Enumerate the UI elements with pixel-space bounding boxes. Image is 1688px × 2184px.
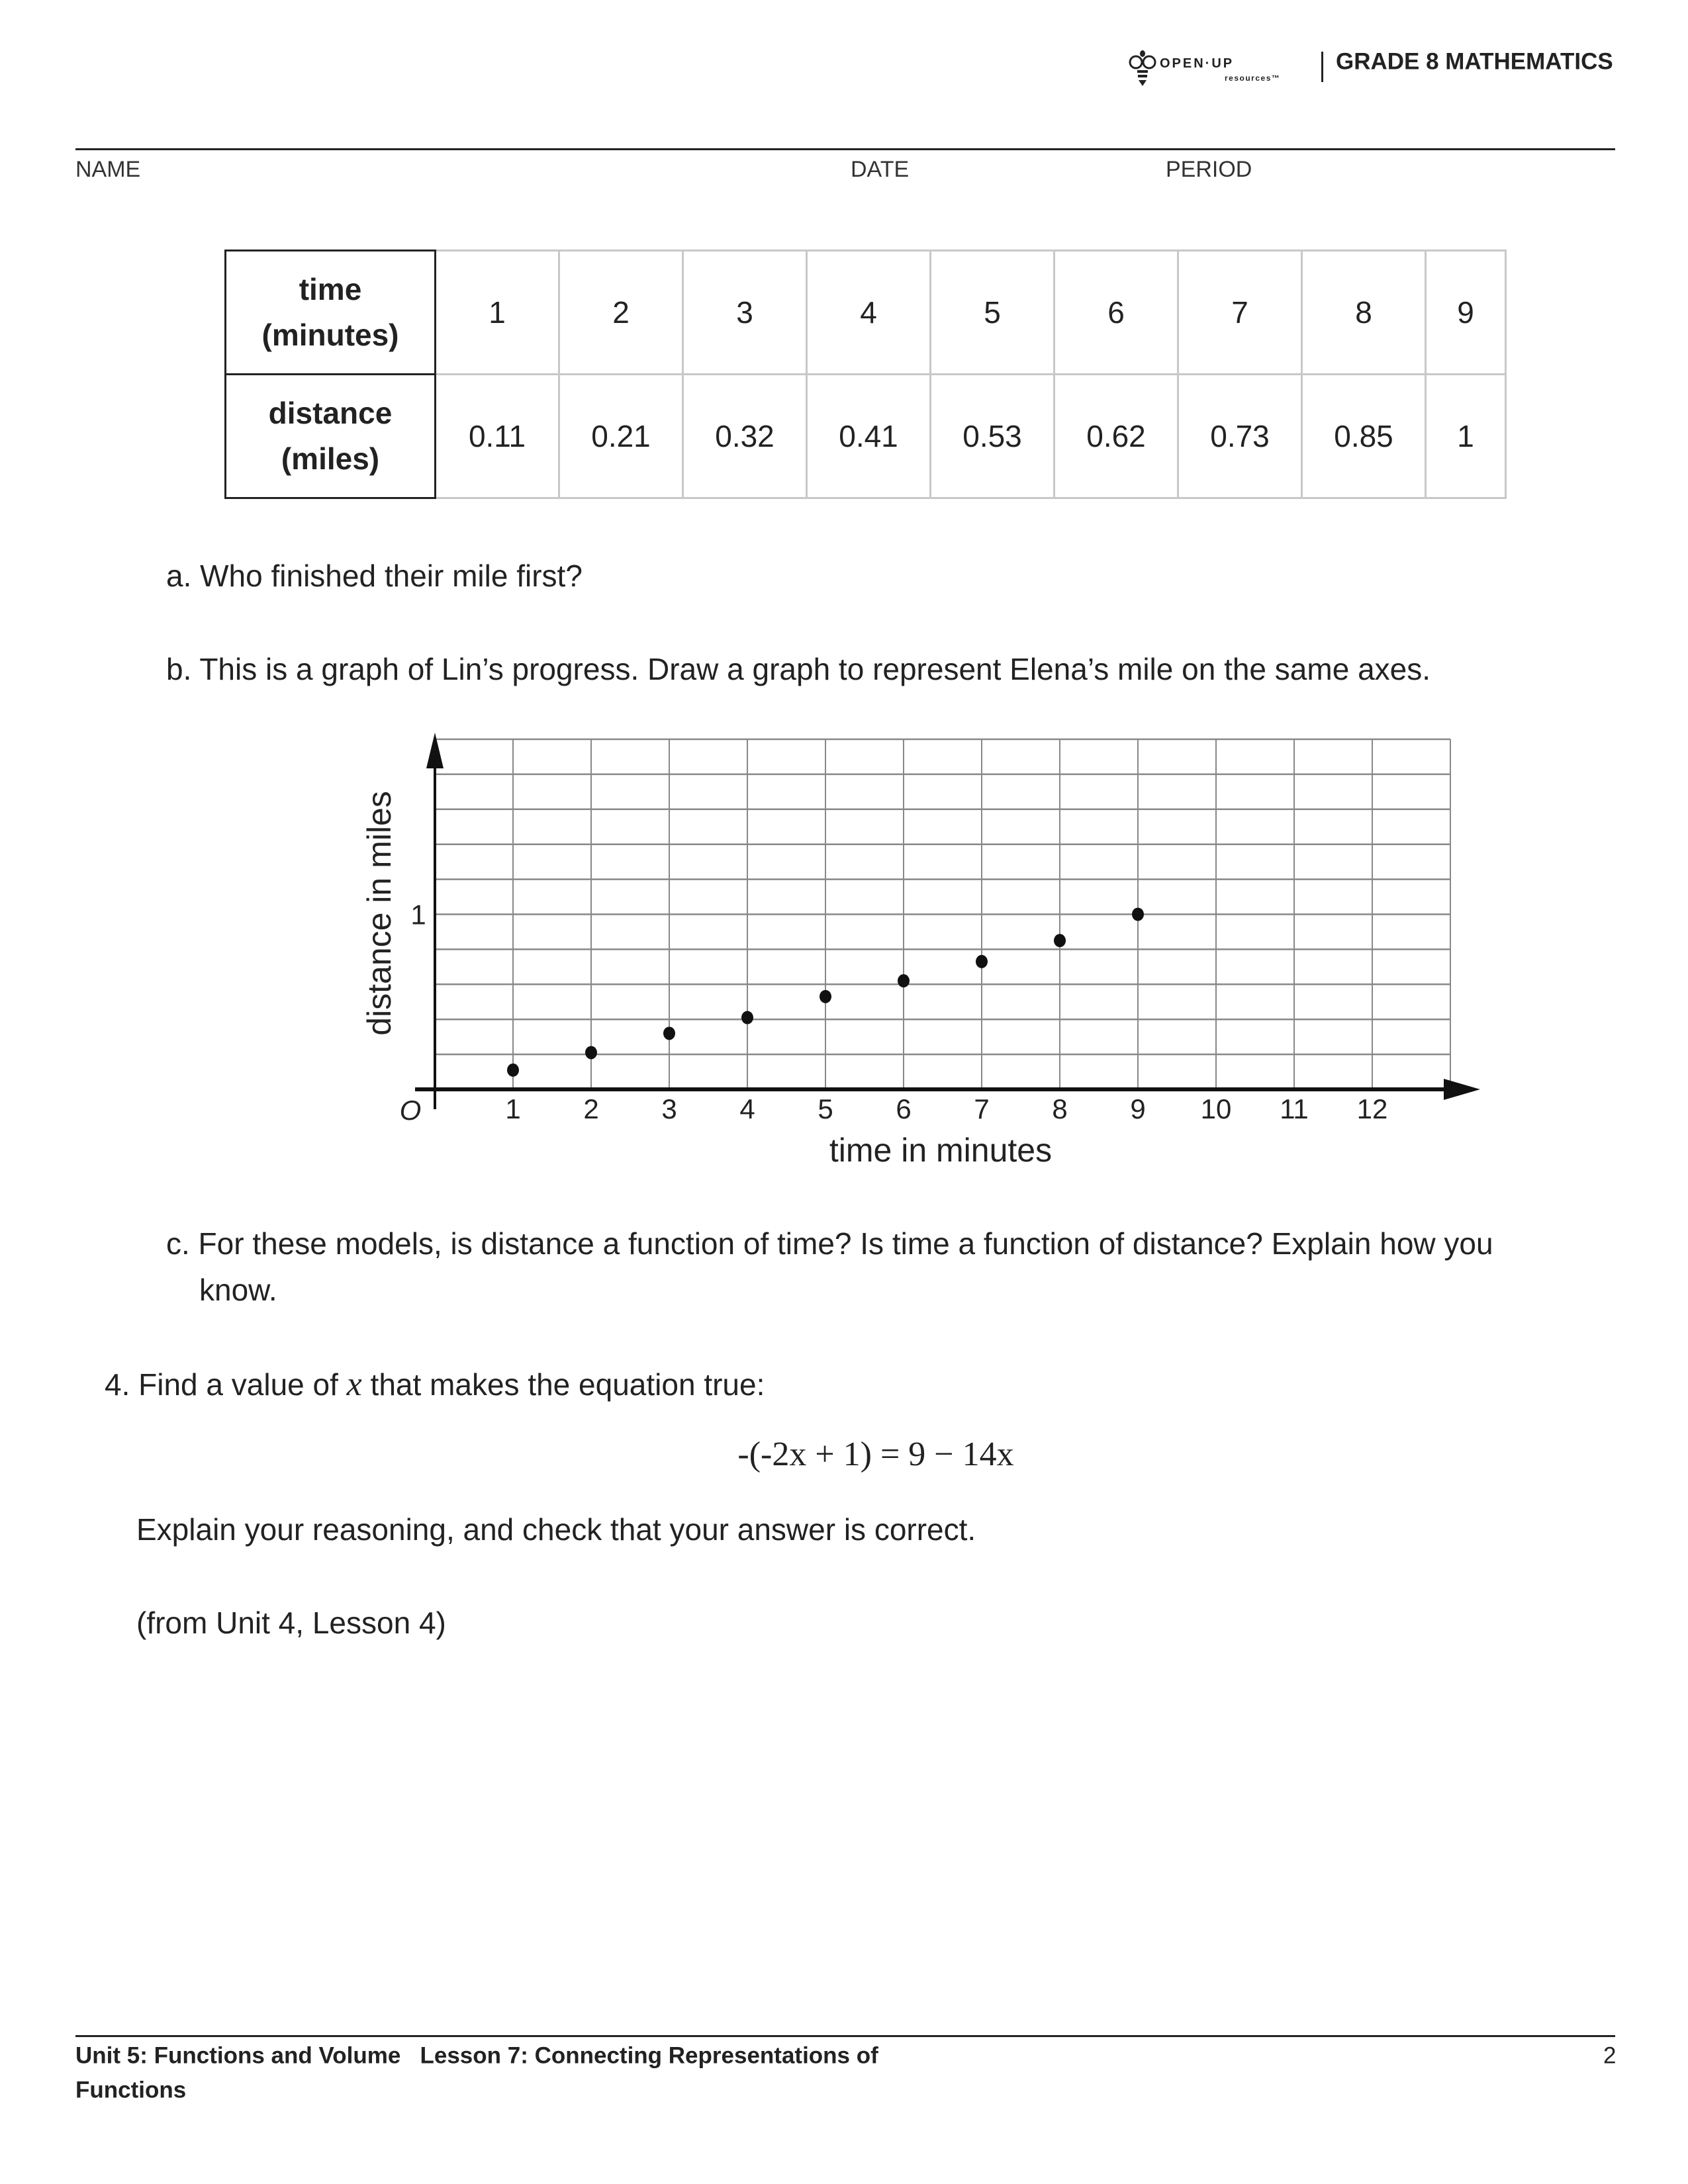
y-axis-arrow [426,733,444,768]
y-axis-label: distance in miles [361,791,398,1036]
x-tick-label: 11 [1280,1093,1309,1124]
explain-instruction: Explain your reasoning, and check that your answer is correct. [136,1512,976,1547]
name-label: NAME [75,157,141,182]
x-tick-label: 8 [1052,1093,1068,1124]
data-point [1054,934,1066,947]
x-tick-label: 6 [896,1093,912,1124]
y-tick-label: 1 [410,899,426,931]
table-cell: 4 [807,251,931,375]
row-header-line: (miles) [281,441,380,476]
row-header-line: distance [268,396,393,430]
page-number: 2 [1603,2042,1617,2069]
svg-text:OPEN·UP: OPEN·UP [1160,56,1235,71]
data-point [507,1064,519,1077]
data-point [663,1026,675,1040]
table-cell: 0.21 [559,375,683,498]
x-axis-label: time in minutes [829,1132,1053,1169]
table-cell: 0.32 [683,375,807,498]
x-tick-label: 12 [1356,1093,1388,1124]
table-cell: 0.11 [436,375,559,498]
svg-text:resources™: resources™ [1225,73,1281,83]
question-a: a. Who finished their mile first? [166,559,583,593]
x-tick-label: 2 [583,1093,599,1124]
question-b: b. This is a graph of Lin’s progress. Draw a graph to represent Elena’s mile on the same axes. [166,652,1431,686]
table-cell: 1 [1426,375,1506,498]
x-tick-label: 7 [974,1093,990,1124]
table-cell: 6 [1055,251,1178,375]
x-axis-arrow [1444,1079,1480,1100]
table-cell: 8 [1302,251,1426,375]
x-tick-label: 9 [1130,1093,1146,1124]
data-point [1132,908,1144,921]
table-cell: 0.62 [1055,375,1178,498]
data-point [585,1046,597,1059]
table-cell: 2 [559,251,683,375]
row-header-line: (minutes) [261,318,399,352]
x-tick-label: 3 [661,1093,677,1124]
row-header-line: time [299,272,362,306]
table-cell: 3 [683,251,807,375]
question-c-line2: know. [199,1273,277,1307]
footer-unit-lesson: Unit 5: Functions and Volume Lesson 7: Connecting Representations of [75,2042,878,2069]
question-4-text: that makes the equation true: [361,1367,765,1402]
question-c-line1: c. For these models, is distance a function of time? Is time a function of distance? Explain how you [166,1226,1493,1261]
x-tick-label: 5 [818,1093,833,1124]
table-cell: 5 [931,251,1055,375]
table-cell: 9 [1426,251,1506,375]
table-cell: 0.73 [1178,375,1302,498]
footer-rule [75,2035,1615,2037]
x-tick-label: 10 [1200,1093,1232,1124]
table-cell: 0.53 [931,375,1055,498]
table-cell: 0.85 [1302,375,1426,498]
table-cell: 1 [436,251,559,375]
data-point [898,974,910,987]
origin-label: O [399,1095,422,1126]
equation: -(-2x + 1) = 9 − 14x [737,1435,1014,1473]
x-tick-label: 4 [739,1093,755,1124]
source-note: (from Unit 4, Lesson 4) [136,1606,446,1640]
table-cell: 7 [1178,251,1302,375]
x-tick-label: 1 [505,1093,521,1124]
footer-unit-lesson-cont: Functions [75,2077,187,2103]
table-cell: 0.41 [807,375,931,498]
variable-x: x [346,1365,362,1403]
data-point [976,955,988,968]
question-4-text: 4. Find a value of [105,1367,347,1402]
date-label: DATE [851,157,910,182]
data-point [820,990,831,1003]
question-4 [105,1367,765,1402]
course-title: GRADE 8 MATHEMATICS [1336,48,1613,75]
period-label: PERIOD [1166,157,1252,182]
data-point [741,1011,753,1024]
